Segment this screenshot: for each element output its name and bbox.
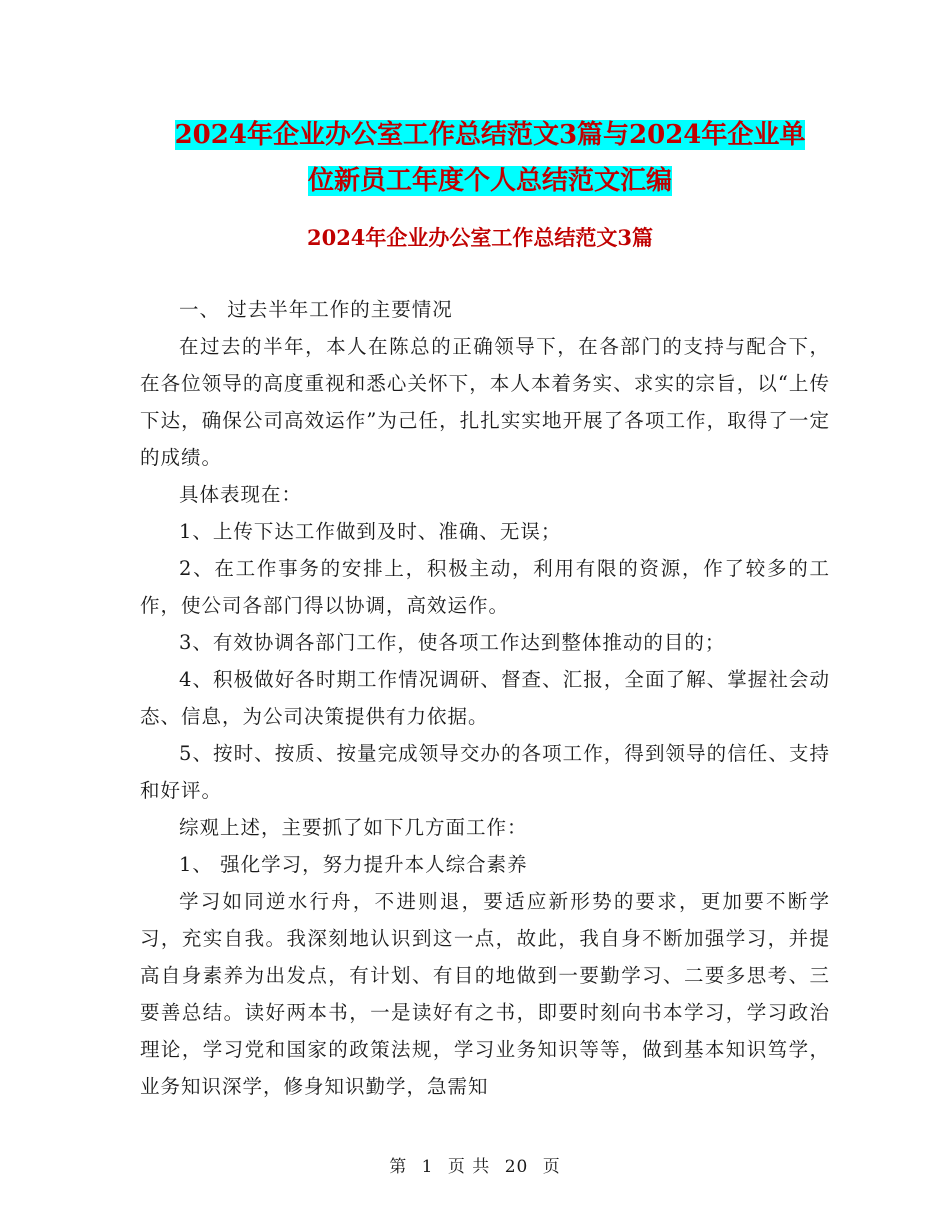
- footer-prefix: 第: [389, 1157, 408, 1177]
- paragraph: 具体表现在：: [179, 483, 303, 506]
- list-item: 1、上传下达工作做到及时、准确、无误；: [179, 520, 562, 543]
- list-item: 4、积极做好各时期工作情况调研、督查、汇报，全面了解、掌握社会动态、信息，为公司决策提供有力依据。: [140, 668, 830, 728]
- section-title: 2024年企业办公室工作总结范文3篇: [306, 225, 654, 250]
- page-footer: [0, 1152, 950, 1177]
- list-item: 2、在工作事务的安排上，积极主动，利用有限的资源，作了较多的工作，使公司各部门得以协调，高效运作。: [140, 557, 830, 617]
- paragraph: 在过去的半年，本人在陈总的正确领导下，在各部门的支持与配合下，在各位领导的高度重视和悉心关怀下，本人本着务实、求实的宗旨，以“上传下达，确保公司高效运作”为己任，扎扎实实地开展了各项工作，取得了一定的成绩。: [140, 335, 830, 469]
- paragraph: 综观上述，主要抓了如下几方面工作：: [179, 816, 528, 839]
- document-title-line-2: 位新员工年度个人总结范文汇编: [307, 166, 672, 196]
- paragraph-heading-2: 1、 强化学习，努力提升本人综合素养: [179, 853, 528, 876]
- total-pages-number: 20: [504, 1157, 529, 1177]
- current-page-number: 1: [421, 1157, 434, 1177]
- body-text: [140, 291, 830, 1105]
- paragraph-heading-1: 一、 过去半年工作的主要情况: [179, 298, 453, 321]
- document-title: [140, 112, 840, 204]
- paragraph: 学习如同逆水行舟，不进则退，要适应新形势的要求，更加要不断学习，充实自我。我深刻地认识到这一点，故此，我自身不断加强学习，并提高自身素养为出发点，有计划、有目的地做到一要勤学习、二要多思考、三要善总结。读好两本书，一是读好有之书，即要时刻向书本学习，学习政治理论，学习党和国家的政策法规，学习业务知识等等，做到基本知识笃学，业务知识深学，修身知识勤学，急需知: [140, 890, 830, 1098]
- footer-middle: 页 共: [447, 1157, 491, 1177]
- footer-suffix: 页: [542, 1157, 561, 1177]
- list-item: 3、有效协调各部门工作，使各项工作达到整体推动的目的；: [179, 631, 726, 654]
- document-title-line-1: 2024年企业办公室工作总结范文3篇与2024年企业单: [174, 120, 806, 150]
- list-item: 5、按时、按质、按量完成领导交办的各项工作，得到领导的信任、支持和好评。: [140, 742, 830, 802]
